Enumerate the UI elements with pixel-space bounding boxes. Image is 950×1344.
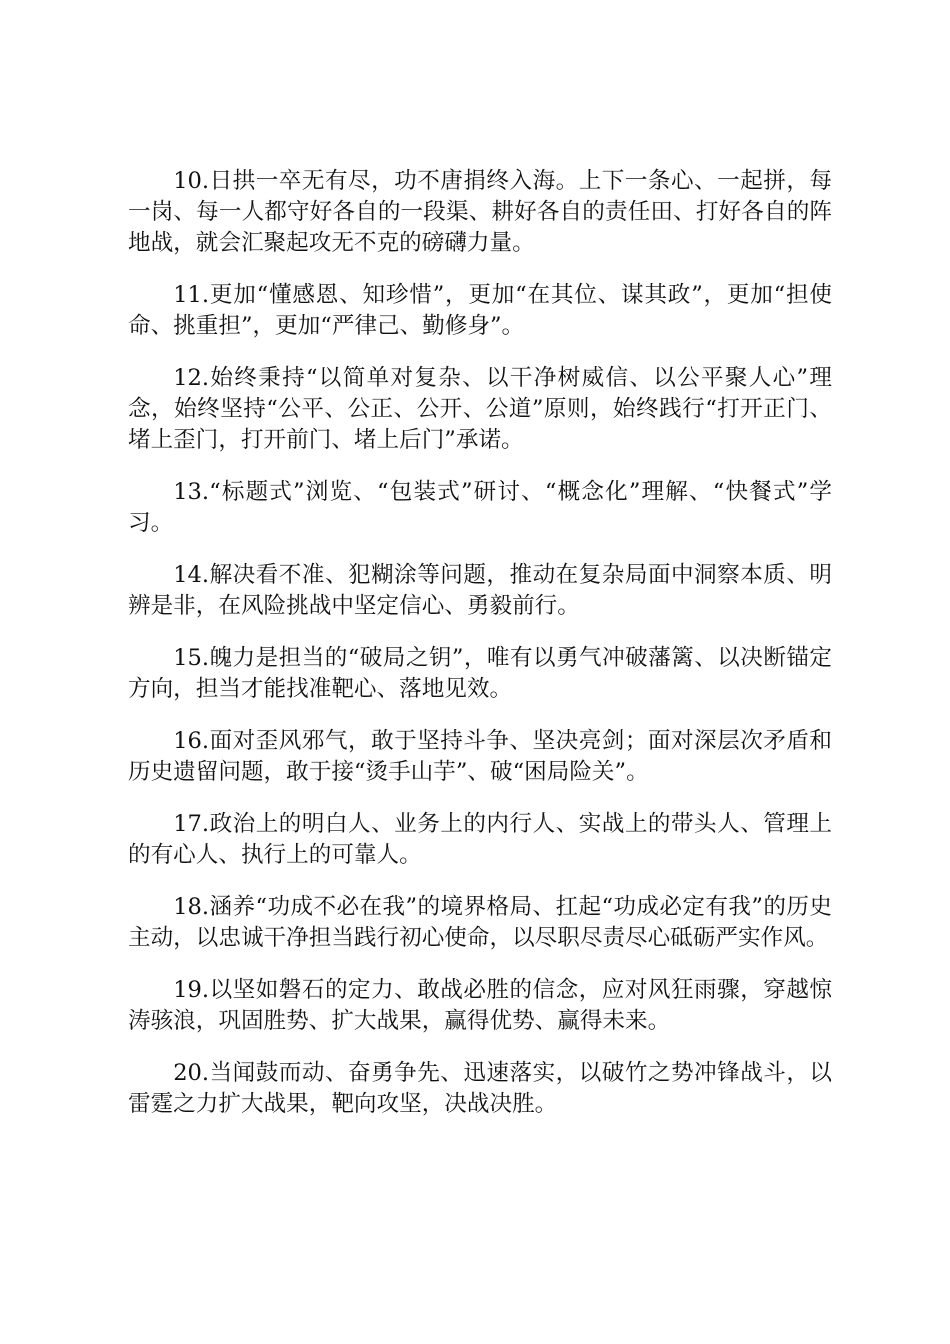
paragraph-19: 19.以坚如磐石的定力、敢战必胜的信念，应对风狂雨骤，穿越惊涛骇浪，巩固胜势、扩大战果，赢得优势、赢得未来。 [128,977,832,1034]
paragraph-14: 14.解决看不准、犯糊涂等问题，推动在复杂局面中洞察本质、明辨是非，在风险挑战中坚定信心、勇毅前行。 [128,562,832,619]
paragraph-13: 13.“标题式”浏览、“包装式”研讨、“概念化”理解、“快餐式”学习。 [128,479,832,536]
paragraph-15: 15.魄力是担当的“破局之钥”，唯有以勇气冲破藩篱、以决断锚定方向，担当才能找准靶心、落地见效。 [128,645,832,702]
paragraph-17: 17.政治上的明白人、业务上的内行人、实战上的带头人、管理上的有心人、执行上的可靠人。 [128,811,832,868]
paragraph-20: 20.当闻鼓而动、奋勇争先、迅速落实，以破竹之势冲锋战斗，以雷霆之力扩大战果，靶向攻坚，决战决胜。 [128,1060,832,1117]
document-body [128,166,832,1141]
paragraph-18: 18.涵养“功成不必在我”的境界格局、扛起“功成必定有我”的历史主动，以忠诚干净担当践行初心使命，以尽职尽责尽心砥砺严实作风。 [128,894,832,951]
paragraph-12: 12.始终秉持“以简单对复杂、以干净树威信、以公平聚人心”理念，始终坚持“公平、公正、公开、公道”原则，始终践行“打开正门、堵上歪门，打开前门、堵上后门”承诺。 [128,365,832,453]
paragraph-10: 10.日拱一卒无有尽，功不唐捐终入海。上下一条心、一起拼，每一岗、每一人都守好各自的一段渠、耕好各自的责任田、打好各自的阵地战，就会汇聚起攻无不克的磅礴力量。 [128,168,832,256]
paragraph-16: 16.面对歪风邪气，敢于坚持斗争、坚决亮剑；面对深层次矛盾和历史遗留问题，敢于接“烫手山芋”、破“困局险关”。 [128,728,832,785]
paragraph-11: 11.更加“懂感恩、知珍惜”，更加“在其位、谋其政”，更加“担使命、挑重担”，更加“严律己、勤修身”。 [128,282,832,339]
